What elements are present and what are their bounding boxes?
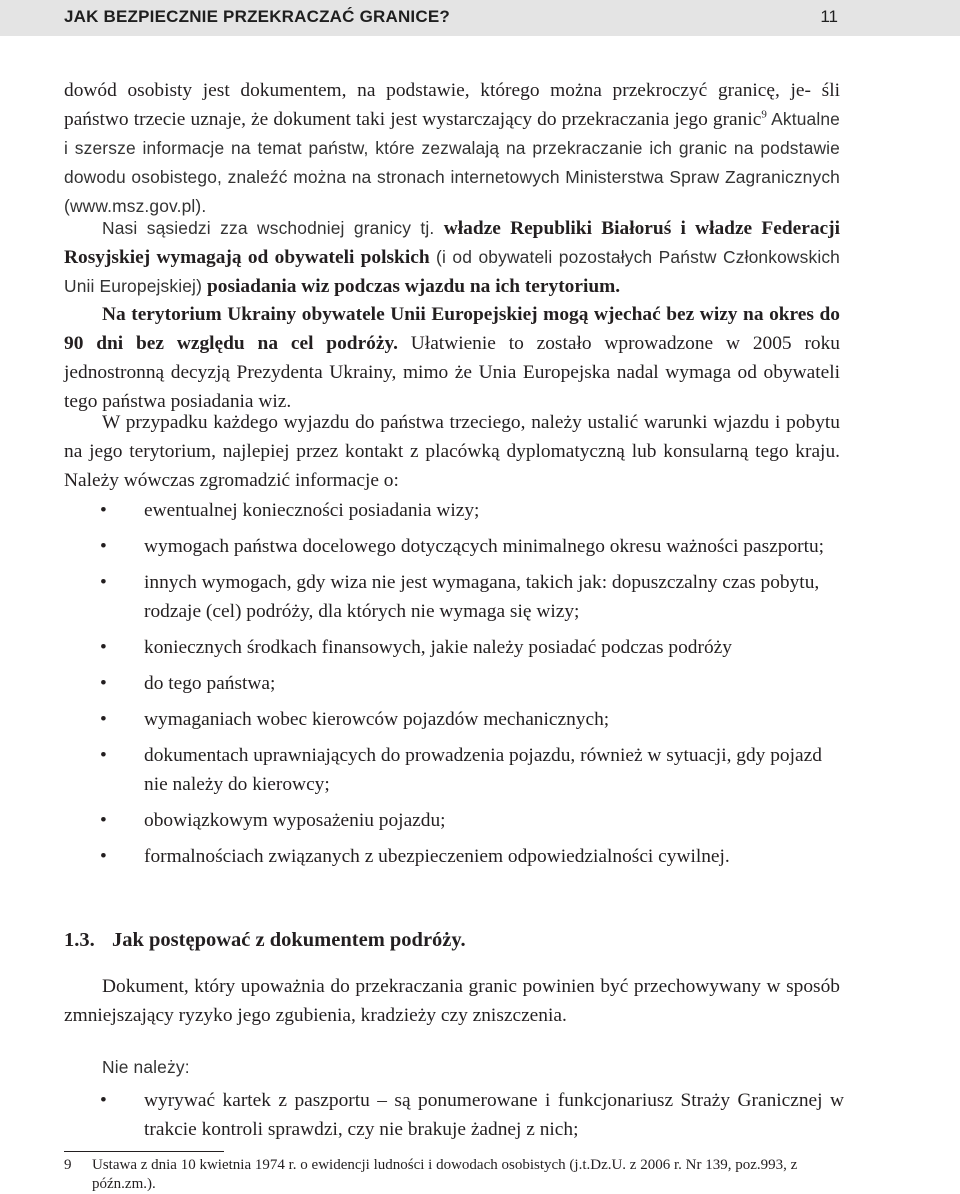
p2-bold-d: posiadania wiz podczas wjazdu na ich terytorium. xyxy=(207,276,621,297)
p4-text-a: W przypadku każdego wyjazdu do państwa trzeciego, należy ustalić warunki wjazdu i pobytu na jego terytorium, najlepiej przez kontakt z placówką dyplomatyczną lub konsularną tego kraju. xyxy=(64,412,840,462)
section-heading xyxy=(64,929,466,952)
bullet-icon: • xyxy=(100,637,107,658)
paragraph-ukraine xyxy=(64,300,840,416)
section-title: Jak postępować z dokumentem podróży. xyxy=(112,929,466,951)
footnote-divider xyxy=(64,1151,224,1152)
list-item: • obowiązkowym wyposażeniu pojazdu; xyxy=(64,806,844,835)
bullet-icon: • xyxy=(100,500,107,521)
info-bullet-list xyxy=(64,496,844,878)
footnote-number: 9 xyxy=(64,1157,72,1173)
list-item: • ewentualnej konieczności posiadania wizy; xyxy=(64,496,844,525)
list-item: • wymaganiach wobec kierowców pojazdów mechanicznych; xyxy=(64,705,844,734)
paragraph-id-card xyxy=(64,76,840,221)
p2-text-c: (i od obywateli pozostałych Państw Członkowskich Unii Europejskiej) xyxy=(64,247,840,296)
bullet-icon: • xyxy=(100,709,107,730)
running-header xyxy=(0,0,960,36)
p4-text-b: Należy wówczas zgromadzić informacje o: xyxy=(64,470,399,491)
bullet-icon: • xyxy=(100,810,107,831)
list-item: • formalnościach związanych z ubezpieczeniem odpowiedzialności cywilnej. xyxy=(64,842,844,871)
list-item: • wymogach państwa docelowego dotyczących minimalnego okresu ważności paszportu; xyxy=(64,532,844,561)
p2-bold-b: władze Republiki Białoruś i władze Federacji Rosyjskiej wymagają od obywateli polskich xyxy=(64,218,840,268)
paragraph-eastern-neighbours xyxy=(64,214,840,301)
bullet-icon: • xyxy=(100,1090,107,1111)
paragraph-third-country xyxy=(64,408,840,495)
p1-text-b: śli państwo trzecie uznaje, że dokument taki jest wystarczający do przekraczania jego granic xyxy=(64,80,840,130)
bullet-icon: • xyxy=(100,846,107,867)
bullet-icon: • xyxy=(100,745,107,766)
section-number: 1.3. xyxy=(64,929,95,951)
list-item: • koniecznych środkach finansowych, jakie należy posiadać podczas podróży xyxy=(64,633,844,662)
list-item: • dokumentach uprawniających do prowadzenia pojazdu, również w sytuacji, gdy pojazd nie należy do kierowcy; xyxy=(64,741,844,799)
paragraph-do-not: Nie należy: xyxy=(102,1057,190,1077)
list-item: • wyrywać kartek z paszportu – są ponumerowane i funkcjonariusz Straży Granicznej w trakcie kontroli sprawdzi, czy nie brakuje żadnej z nich; xyxy=(64,1086,844,1144)
header-title: JAK BEZPIECZNIE PRZEKRACZAĆ GRANICE? xyxy=(64,7,450,26)
list-item: • do tego państwa; xyxy=(64,669,844,698)
do-not-bullet-list xyxy=(64,1086,844,1151)
p3-bold-a: Na terytorium Ukrainy obywatele Unii Europejskiej mogą wjechać bez wizy na okres do 90 dni bez względu na cel podróży. xyxy=(64,304,840,354)
footnote-ref[interactable]: 9 xyxy=(761,108,767,121)
paragraph-document-storage: Dokument, który upoważnia do przekraczania granic powinien być przechowywany w sposób zmniejszający ryzyko jego zgubienia, kradzieży czy zniszczenia. xyxy=(64,976,840,1026)
p1-text-a: dowód osobisty jest dokumentem, na podstawie, którego można przekroczyć granicę, je- xyxy=(64,80,811,101)
bullet-icon: • xyxy=(100,572,107,593)
list-item: • innych wymogach, gdy wiza nie jest wymagana, takich jak: dopuszczalny czas pobytu, rodzaje (cel) podróży, dla których nie wymaga się wizy; xyxy=(64,568,844,626)
p1-text-c: Aktualne i szersze informacje na temat państw, które zezwalają na przekraczanie ich granic na podstawie dowodu osobistego, znaleźć można na stronach internetowych Ministerstwa Spraw Zagranicznych (www.msz.gov.pl). xyxy=(64,109,841,216)
p3-text-b: Ułatwienie to zostało wprowadzone w 2005 roku jednostronną decyzją Prezydenta Ukrainy, mimo że Unia Europejska nadal wymaga od obywateli tego państwa posiadania wiz. xyxy=(64,333,840,412)
bullet-icon: • xyxy=(100,536,107,557)
p2-text-a: Nasi sąsiedzi zza wschodniej granicy tj. xyxy=(102,218,444,238)
bullet-icon: • xyxy=(100,673,107,694)
page-number: 11 xyxy=(820,7,838,26)
footnote xyxy=(64,1156,840,1194)
footnote-text: Ustawa z dnia 10 kwietnia 1974 r. o ewidencji ludności i dowodach osobistych (j.t.Dz.U. z 2006 r. Nr 139, poz.993, z późn.zm.). xyxy=(92,1157,798,1192)
